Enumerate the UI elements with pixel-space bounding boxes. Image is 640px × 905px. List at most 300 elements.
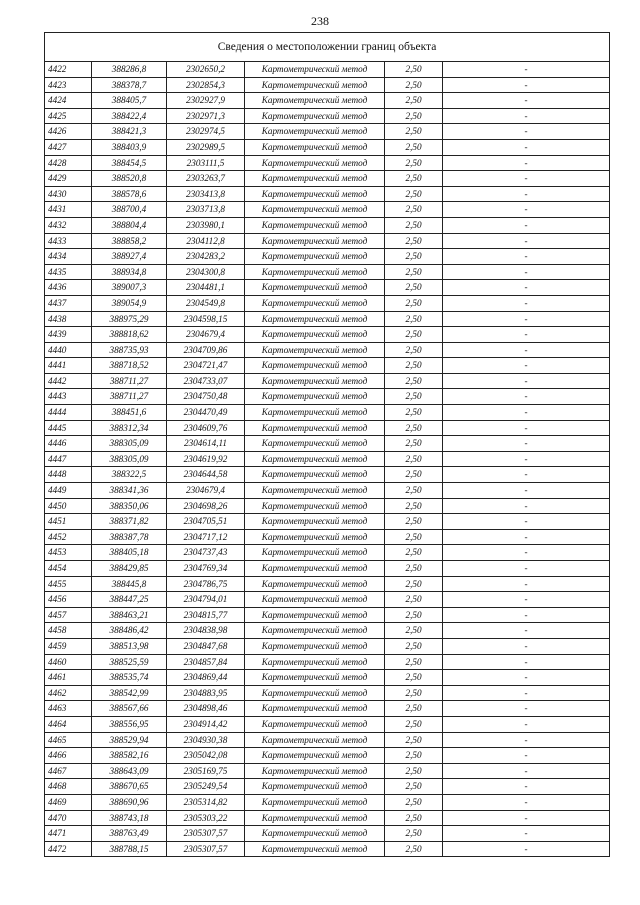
table-row	[45, 93, 610, 109]
x-coordinate-cell: 388763,49	[92, 826, 167, 842]
method-cell: Картометрический метод	[245, 358, 385, 374]
description-cell: -	[443, 794, 610, 810]
y-coordinate-cell: 2304838,98	[167, 623, 245, 639]
method-cell: Картометрический метод	[245, 576, 385, 592]
y-coordinate-cell: 2305307,57	[167, 826, 245, 842]
x-coordinate-cell: 388445,8	[92, 576, 167, 592]
point-number-cell: 4444	[45, 405, 92, 421]
description-cell: -	[443, 77, 610, 93]
point-number-cell: 4461	[45, 670, 92, 686]
y-coordinate-cell: 2303263,7	[167, 171, 245, 187]
x-coordinate-cell: 388371,82	[92, 514, 167, 530]
table-row	[45, 467, 610, 483]
point-number-cell: 4426	[45, 124, 92, 140]
method-cell: Картометрический метод	[245, 841, 385, 857]
x-coordinate-cell: 388927,4	[92, 249, 167, 265]
description-cell: -	[443, 186, 610, 202]
method-cell: Картометрический метод	[245, 732, 385, 748]
method-cell: Картометрический метод	[245, 420, 385, 436]
description-cell: -	[443, 405, 610, 421]
x-coordinate-cell: 388305,09	[92, 436, 167, 452]
method-cell: Картометрический метод	[245, 810, 385, 826]
table-row	[45, 373, 610, 389]
description-cell: -	[443, 810, 610, 826]
description-cell: -	[443, 264, 610, 280]
x-coordinate-cell: 388312,34	[92, 420, 167, 436]
x-coordinate-cell: 388743,18	[92, 810, 167, 826]
method-cell: Картометрический метод	[245, 202, 385, 218]
method-cell: Картометрический метод	[245, 311, 385, 327]
point-number-cell: 4443	[45, 389, 92, 405]
x-coordinate-cell: 388422,4	[92, 108, 167, 124]
table-row	[45, 763, 610, 779]
x-coordinate-cell: 388529,94	[92, 732, 167, 748]
y-coordinate-cell: 2304794,01	[167, 592, 245, 608]
accuracy-cell: 2,50	[385, 748, 443, 764]
accuracy-cell: 2,50	[385, 311, 443, 327]
y-coordinate-cell: 2304619,92	[167, 451, 245, 467]
method-cell: Картометрический метод	[245, 436, 385, 452]
x-coordinate-cell: 388387,78	[92, 529, 167, 545]
table-row	[45, 124, 610, 140]
table-row	[45, 716, 610, 732]
y-coordinate-cell: 2304847,68	[167, 638, 245, 654]
table-row	[45, 483, 610, 499]
x-coordinate-cell: 388454,5	[92, 155, 167, 171]
method-cell: Картометрический метод	[245, 716, 385, 732]
y-coordinate-cell: 2304549,8	[167, 295, 245, 311]
point-number-cell: 4469	[45, 794, 92, 810]
point-number-cell: 4428	[45, 155, 92, 171]
accuracy-cell: 2,50	[385, 280, 443, 296]
description-cell: -	[443, 420, 610, 436]
accuracy-cell: 2,50	[385, 701, 443, 717]
description-cell: -	[443, 748, 610, 764]
accuracy-cell: 2,50	[385, 451, 443, 467]
method-cell: Картометрический метод	[245, 654, 385, 670]
point-number-cell: 4449	[45, 483, 92, 499]
x-coordinate-cell: 388341,36	[92, 483, 167, 499]
accuracy-cell: 2,50	[385, 249, 443, 265]
description-cell: -	[443, 763, 610, 779]
y-coordinate-cell: 2303980,1	[167, 217, 245, 233]
point-number-cell: 4464	[45, 716, 92, 732]
table-row	[45, 155, 610, 171]
method-cell: Картометрический метод	[245, 342, 385, 358]
description-cell: -	[443, 701, 610, 717]
point-number-cell: 4467	[45, 763, 92, 779]
y-coordinate-cell: 2304609,76	[167, 420, 245, 436]
method-cell: Картометрический метод	[245, 77, 385, 93]
x-coordinate-cell: 388711,27	[92, 389, 167, 405]
description-cell: -	[443, 685, 610, 701]
point-number-cell: 4466	[45, 748, 92, 764]
x-coordinate-cell: 388447,25	[92, 592, 167, 608]
accuracy-cell: 2,50	[385, 623, 443, 639]
method-cell: Картометрический метод	[245, 561, 385, 577]
method-cell: Картометрический метод	[245, 592, 385, 608]
x-coordinate-cell: 388305,09	[92, 451, 167, 467]
point-number-cell: 4439	[45, 327, 92, 343]
description-cell: -	[443, 514, 610, 530]
x-coordinate-cell: 388421,3	[92, 124, 167, 140]
table-row	[45, 451, 610, 467]
x-coordinate-cell: 388578,6	[92, 186, 167, 202]
y-coordinate-cell: 2304769,34	[167, 561, 245, 577]
description-cell: -	[443, 62, 610, 78]
table-row	[45, 327, 610, 343]
point-number-cell: 4455	[45, 576, 92, 592]
table-row	[45, 77, 610, 93]
accuracy-cell: 2,50	[385, 794, 443, 810]
method-cell: Картометрический метод	[245, 779, 385, 795]
x-coordinate-cell: 388405,7	[92, 93, 167, 109]
method-cell: Картометрический метод	[245, 233, 385, 249]
description-cell: -	[443, 93, 610, 109]
y-coordinate-cell: 2304644,58	[167, 467, 245, 483]
table-row	[45, 623, 610, 639]
point-number-cell: 4440	[45, 342, 92, 358]
y-coordinate-cell: 2305314,82	[167, 794, 245, 810]
point-number-cell: 4458	[45, 623, 92, 639]
description-cell: -	[443, 358, 610, 374]
point-number-cell: 4441	[45, 358, 92, 374]
x-coordinate-cell: 388735,93	[92, 342, 167, 358]
method-cell: Картометрический метод	[245, 748, 385, 764]
x-coordinate-cell: 388582,16	[92, 748, 167, 764]
description-cell: -	[443, 327, 610, 343]
point-number-cell: 4471	[45, 826, 92, 842]
accuracy-cell: 2,50	[385, 124, 443, 140]
accuracy-cell: 2,50	[385, 483, 443, 499]
y-coordinate-cell: 2304786,75	[167, 576, 245, 592]
method-cell: Картометрический метод	[245, 529, 385, 545]
point-number-cell: 4470	[45, 810, 92, 826]
table-row	[45, 529, 610, 545]
page-number: 238	[311, 14, 329, 28]
method-cell: Картометрический метод	[245, 763, 385, 779]
x-coordinate-cell: 388429,85	[92, 561, 167, 577]
accuracy-cell: 2,50	[385, 420, 443, 436]
point-number-cell: 4442	[45, 373, 92, 389]
y-coordinate-cell: 2302989,5	[167, 139, 245, 155]
table-row	[45, 748, 610, 764]
table-row	[45, 249, 610, 265]
method-cell: Картометрический метод	[245, 670, 385, 686]
point-number-cell: 4451	[45, 514, 92, 530]
description-cell: -	[443, 139, 610, 155]
description-cell: -	[443, 233, 610, 249]
method-cell: Картометрический метод	[245, 405, 385, 421]
accuracy-cell: 2,50	[385, 233, 443, 249]
accuracy-cell: 2,50	[385, 498, 443, 514]
x-coordinate-cell: 388556,95	[92, 716, 167, 732]
description-cell: -	[443, 779, 610, 795]
x-coordinate-cell: 388934,8	[92, 264, 167, 280]
accuracy-cell: 2,50	[385, 561, 443, 577]
accuracy-cell: 2,50	[385, 373, 443, 389]
description-cell: -	[443, 436, 610, 452]
table-row	[45, 498, 610, 514]
y-coordinate-cell: 2304679,4	[167, 327, 245, 343]
table-row	[45, 841, 610, 857]
x-coordinate-cell: 388520,8	[92, 171, 167, 187]
method-cell: Картометрический метод	[245, 249, 385, 265]
accuracy-cell: 2,50	[385, 217, 443, 233]
x-coordinate-cell: 388486,42	[92, 623, 167, 639]
description-cell: -	[443, 592, 610, 608]
y-coordinate-cell: 2304112,8	[167, 233, 245, 249]
description-cell: -	[443, 561, 610, 577]
accuracy-cell: 2,50	[385, 607, 443, 623]
y-coordinate-cell: 2304698,26	[167, 498, 245, 514]
x-coordinate-cell: 388567,66	[92, 701, 167, 717]
method-cell: Картометрический метод	[245, 264, 385, 280]
accuracy-cell: 2,50	[385, 810, 443, 826]
point-number-cell: 4450	[45, 498, 92, 514]
point-number-cell: 4434	[45, 249, 92, 265]
accuracy-cell: 2,50	[385, 93, 443, 109]
table-row	[45, 826, 610, 842]
accuracy-cell: 2,50	[385, 295, 443, 311]
accuracy-cell: 2,50	[385, 732, 443, 748]
method-cell: Картометрический метод	[245, 607, 385, 623]
table-row	[45, 638, 610, 654]
y-coordinate-cell: 2302927,9	[167, 93, 245, 109]
accuracy-cell: 2,50	[385, 592, 443, 608]
table-row	[45, 295, 610, 311]
y-coordinate-cell: 2304283,2	[167, 249, 245, 265]
method-cell: Картометрический метод	[245, 280, 385, 296]
y-coordinate-cell: 2304750,48	[167, 389, 245, 405]
method-cell: Картометрический метод	[245, 685, 385, 701]
point-number-cell: 4432	[45, 217, 92, 233]
accuracy-cell: 2,50	[385, 826, 443, 842]
accuracy-cell: 2,50	[385, 264, 443, 280]
point-number-cell: 4448	[45, 467, 92, 483]
description-cell: -	[443, 467, 610, 483]
y-coordinate-cell: 2304898,46	[167, 701, 245, 717]
method-cell: Картометрический метод	[245, 389, 385, 405]
table-row	[45, 420, 610, 436]
description-cell: -	[443, 373, 610, 389]
accuracy-cell: 2,50	[385, 108, 443, 124]
y-coordinate-cell: 2305249,54	[167, 779, 245, 795]
description-cell: -	[443, 623, 610, 639]
y-coordinate-cell: 2302854,3	[167, 77, 245, 93]
accuracy-cell: 2,50	[385, 576, 443, 592]
method-cell: Картометрический метод	[245, 483, 385, 499]
point-number-cell: 4463	[45, 701, 92, 717]
accuracy-cell: 2,50	[385, 186, 443, 202]
accuracy-cell: 2,50	[385, 685, 443, 701]
description-cell: -	[443, 202, 610, 218]
description-cell: -	[443, 716, 610, 732]
x-coordinate-cell: 388858,2	[92, 233, 167, 249]
y-coordinate-cell: 2304930,38	[167, 732, 245, 748]
method-cell: Картометрический метод	[245, 295, 385, 311]
y-coordinate-cell: 2304869,44	[167, 670, 245, 686]
description-cell: -	[443, 249, 610, 265]
point-number-cell: 4422	[45, 62, 92, 78]
y-coordinate-cell: 2303713,8	[167, 202, 245, 218]
point-number-cell: 4468	[45, 779, 92, 795]
accuracy-cell: 2,50	[385, 670, 443, 686]
description-cell: -	[443, 280, 610, 296]
description-cell: -	[443, 654, 610, 670]
point-number-cell: 4459	[45, 638, 92, 654]
y-coordinate-cell: 2302974,5	[167, 124, 245, 140]
table-row	[45, 654, 610, 670]
table-row	[45, 264, 610, 280]
accuracy-cell: 2,50	[385, 514, 443, 530]
accuracy-cell: 2,50	[385, 654, 443, 670]
method-cell: Картометрический метод	[245, 701, 385, 717]
y-coordinate-cell: 2303413,8	[167, 186, 245, 202]
description-cell: -	[443, 670, 610, 686]
x-coordinate-cell: 388643,09	[92, 763, 167, 779]
description-cell: -	[443, 826, 610, 842]
x-coordinate-cell: 388513,98	[92, 638, 167, 654]
x-coordinate-cell: 388451,6	[92, 405, 167, 421]
y-coordinate-cell: 2302971,3	[167, 108, 245, 124]
accuracy-cell: 2,50	[385, 62, 443, 78]
x-coordinate-cell: 388818,62	[92, 327, 167, 343]
point-number-cell: 4456	[45, 592, 92, 608]
boundary-points-table	[44, 32, 610, 857]
table-row	[45, 108, 610, 124]
accuracy-cell: 2,50	[385, 327, 443, 343]
table-row	[45, 186, 610, 202]
x-coordinate-cell: 388525,59	[92, 654, 167, 670]
description-cell: -	[443, 217, 610, 233]
y-coordinate-cell: 2304300,8	[167, 264, 245, 280]
y-coordinate-cell: 2305042,08	[167, 748, 245, 764]
y-coordinate-cell: 2304598,15	[167, 311, 245, 327]
y-coordinate-cell: 2303111,5	[167, 155, 245, 171]
point-number-cell: 4457	[45, 607, 92, 623]
y-coordinate-cell: 2304737,43	[167, 545, 245, 561]
description-cell: -	[443, 607, 610, 623]
accuracy-cell: 2,50	[385, 638, 443, 654]
table-row	[45, 592, 610, 608]
y-coordinate-cell: 2304705,51	[167, 514, 245, 530]
x-coordinate-cell: 388690,96	[92, 794, 167, 810]
x-coordinate-cell: 388463,21	[92, 607, 167, 623]
accuracy-cell: 2,50	[385, 405, 443, 421]
method-cell: Картометрический метод	[245, 62, 385, 78]
y-coordinate-cell: 2305307,57	[167, 841, 245, 857]
description-cell: -	[443, 545, 610, 561]
accuracy-cell: 2,50	[385, 545, 443, 561]
description-cell: -	[443, 342, 610, 358]
method-cell: Картометрический метод	[245, 108, 385, 124]
table-row	[45, 389, 610, 405]
description-cell: -	[443, 171, 610, 187]
description-cell: -	[443, 124, 610, 140]
table-row	[45, 810, 610, 826]
description-cell: -	[443, 576, 610, 592]
table-row	[45, 233, 610, 249]
table-row	[45, 405, 610, 421]
table-row	[45, 607, 610, 623]
table-row	[45, 576, 610, 592]
method-cell: Картометрический метод	[245, 171, 385, 187]
x-coordinate-cell: 389007,3	[92, 280, 167, 296]
y-coordinate-cell: 2304481,1	[167, 280, 245, 296]
method-cell: Картометрический метод	[245, 498, 385, 514]
point-number-cell: 4423	[45, 77, 92, 93]
x-coordinate-cell: 388788,15	[92, 841, 167, 857]
description-cell: -	[443, 483, 610, 499]
y-coordinate-cell: 2305303,22	[167, 810, 245, 826]
accuracy-cell: 2,50	[385, 763, 443, 779]
x-coordinate-cell: 388403,9	[92, 139, 167, 155]
table-row	[45, 561, 610, 577]
accuracy-cell: 2,50	[385, 358, 443, 374]
y-coordinate-cell: 2304721,47	[167, 358, 245, 374]
method-cell: Картометрический метод	[245, 826, 385, 842]
table-row	[45, 685, 610, 701]
point-number-cell: 4446	[45, 436, 92, 452]
y-coordinate-cell: 2304883,95	[167, 685, 245, 701]
table-row	[45, 670, 610, 686]
point-number-cell: 4424	[45, 93, 92, 109]
accuracy-cell: 2,50	[385, 342, 443, 358]
x-coordinate-cell: 388718,52	[92, 358, 167, 374]
description-cell: -	[443, 451, 610, 467]
method-cell: Картометрический метод	[245, 186, 385, 202]
point-number-cell: 4465	[45, 732, 92, 748]
x-coordinate-cell: 388322,5	[92, 467, 167, 483]
table-row	[45, 779, 610, 795]
method-cell: Картометрический метод	[245, 373, 385, 389]
method-cell: Картометрический метод	[245, 467, 385, 483]
table-row	[45, 732, 610, 748]
description-cell: -	[443, 529, 610, 545]
point-number-cell: 4435	[45, 264, 92, 280]
point-number-cell: 4437	[45, 295, 92, 311]
description-cell: -	[443, 311, 610, 327]
accuracy-cell: 2,50	[385, 77, 443, 93]
accuracy-cell: 2,50	[385, 139, 443, 155]
table-row	[45, 139, 610, 155]
x-coordinate-cell: 388711,27	[92, 373, 167, 389]
x-coordinate-cell: 388542,99	[92, 685, 167, 701]
x-coordinate-cell: 388975,29	[92, 311, 167, 327]
y-coordinate-cell: 2305169,75	[167, 763, 245, 779]
accuracy-cell: 2,50	[385, 389, 443, 405]
x-coordinate-cell: 388405,18	[92, 545, 167, 561]
point-number-cell: 4452	[45, 529, 92, 545]
table-row	[45, 62, 610, 78]
method-cell: Картометрический метод	[245, 638, 385, 654]
method-cell: Картометрический метод	[245, 139, 385, 155]
x-coordinate-cell: 388378,7	[92, 77, 167, 93]
description-cell: -	[443, 389, 610, 405]
table-row	[45, 311, 610, 327]
point-number-cell: 4454	[45, 561, 92, 577]
y-coordinate-cell: 2302650,2	[167, 62, 245, 78]
table-row	[45, 794, 610, 810]
point-number-cell: 4460	[45, 654, 92, 670]
method-cell: Картометрический метод	[245, 327, 385, 343]
point-number-cell: 4425	[45, 108, 92, 124]
description-cell: -	[443, 841, 610, 857]
y-coordinate-cell: 2304815,77	[167, 607, 245, 623]
method-cell: Картометрический метод	[245, 217, 385, 233]
point-number-cell: 4472	[45, 841, 92, 857]
